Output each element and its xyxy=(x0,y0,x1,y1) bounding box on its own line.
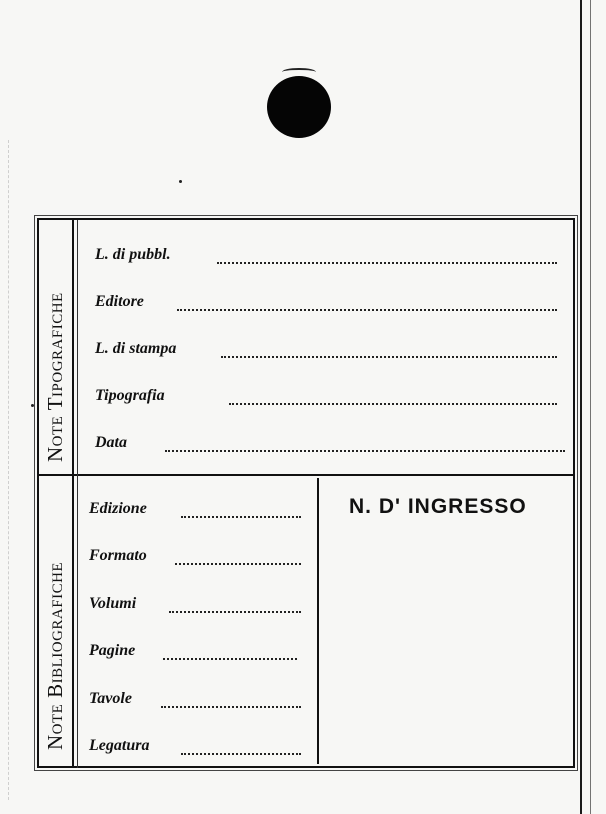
field-pagine xyxy=(89,642,309,668)
field-legatura xyxy=(89,737,309,763)
card-right-edge-shadow xyxy=(590,0,591,814)
field-luogo-pubblicazione xyxy=(95,246,565,272)
field-formato xyxy=(89,547,309,573)
field-dotted-line[interactable] xyxy=(217,262,557,264)
speck xyxy=(31,404,34,407)
field-dotted-line[interactable] xyxy=(181,753,301,755)
field-dotted-line[interactable] xyxy=(161,706,301,708)
section-label-tipografiche: Note Tipografiche xyxy=(43,292,67,462)
field-dotted-line[interactable] xyxy=(169,611,301,613)
field-label: Editore xyxy=(95,293,144,310)
section-label-bibliografiche: Note Bibliografiche xyxy=(43,561,67,750)
label-column-divider xyxy=(72,220,74,768)
speck xyxy=(179,180,182,183)
field-label: Edizione xyxy=(89,500,147,517)
card-left-edge xyxy=(8,140,10,800)
catalog-form xyxy=(37,218,575,768)
field-label: Formato xyxy=(89,547,147,564)
field-label: Tavole xyxy=(89,690,132,707)
field-label: Volumi xyxy=(89,595,137,612)
field-label: Data xyxy=(95,434,127,451)
card-right-edge xyxy=(580,0,582,814)
field-dotted-line[interactable] xyxy=(181,516,301,518)
field-dotted-line[interactable] xyxy=(229,403,557,405)
field-dotted-line[interactable] xyxy=(177,309,557,311)
ingresso-divider xyxy=(317,478,319,764)
field-tavole xyxy=(89,690,309,716)
punch-hole xyxy=(267,76,331,138)
field-edizione xyxy=(89,500,309,526)
section-divider xyxy=(39,474,573,476)
field-label: Tipografia xyxy=(95,387,165,404)
field-dotted-line[interactable] xyxy=(165,450,565,452)
label-column-divider-inner xyxy=(77,220,78,768)
field-tipografia xyxy=(95,387,565,413)
field-dotted-line[interactable] xyxy=(163,658,297,660)
field-editore xyxy=(95,293,565,319)
field-volumi xyxy=(89,595,309,621)
field-label: L. di stampa xyxy=(95,340,177,357)
field-label: Pagine xyxy=(89,642,136,659)
field-luogo-stampa xyxy=(95,340,565,366)
field-dotted-line[interactable] xyxy=(221,356,557,358)
field-dotted-line[interactable] xyxy=(175,563,301,565)
field-data xyxy=(95,434,565,460)
field-label: L. di pubbl. xyxy=(95,246,171,263)
punch-hole-rim xyxy=(282,68,316,76)
field-label: Legatura xyxy=(89,737,150,754)
ingresso-number-label: N. D' INGRESSO xyxy=(349,495,527,518)
